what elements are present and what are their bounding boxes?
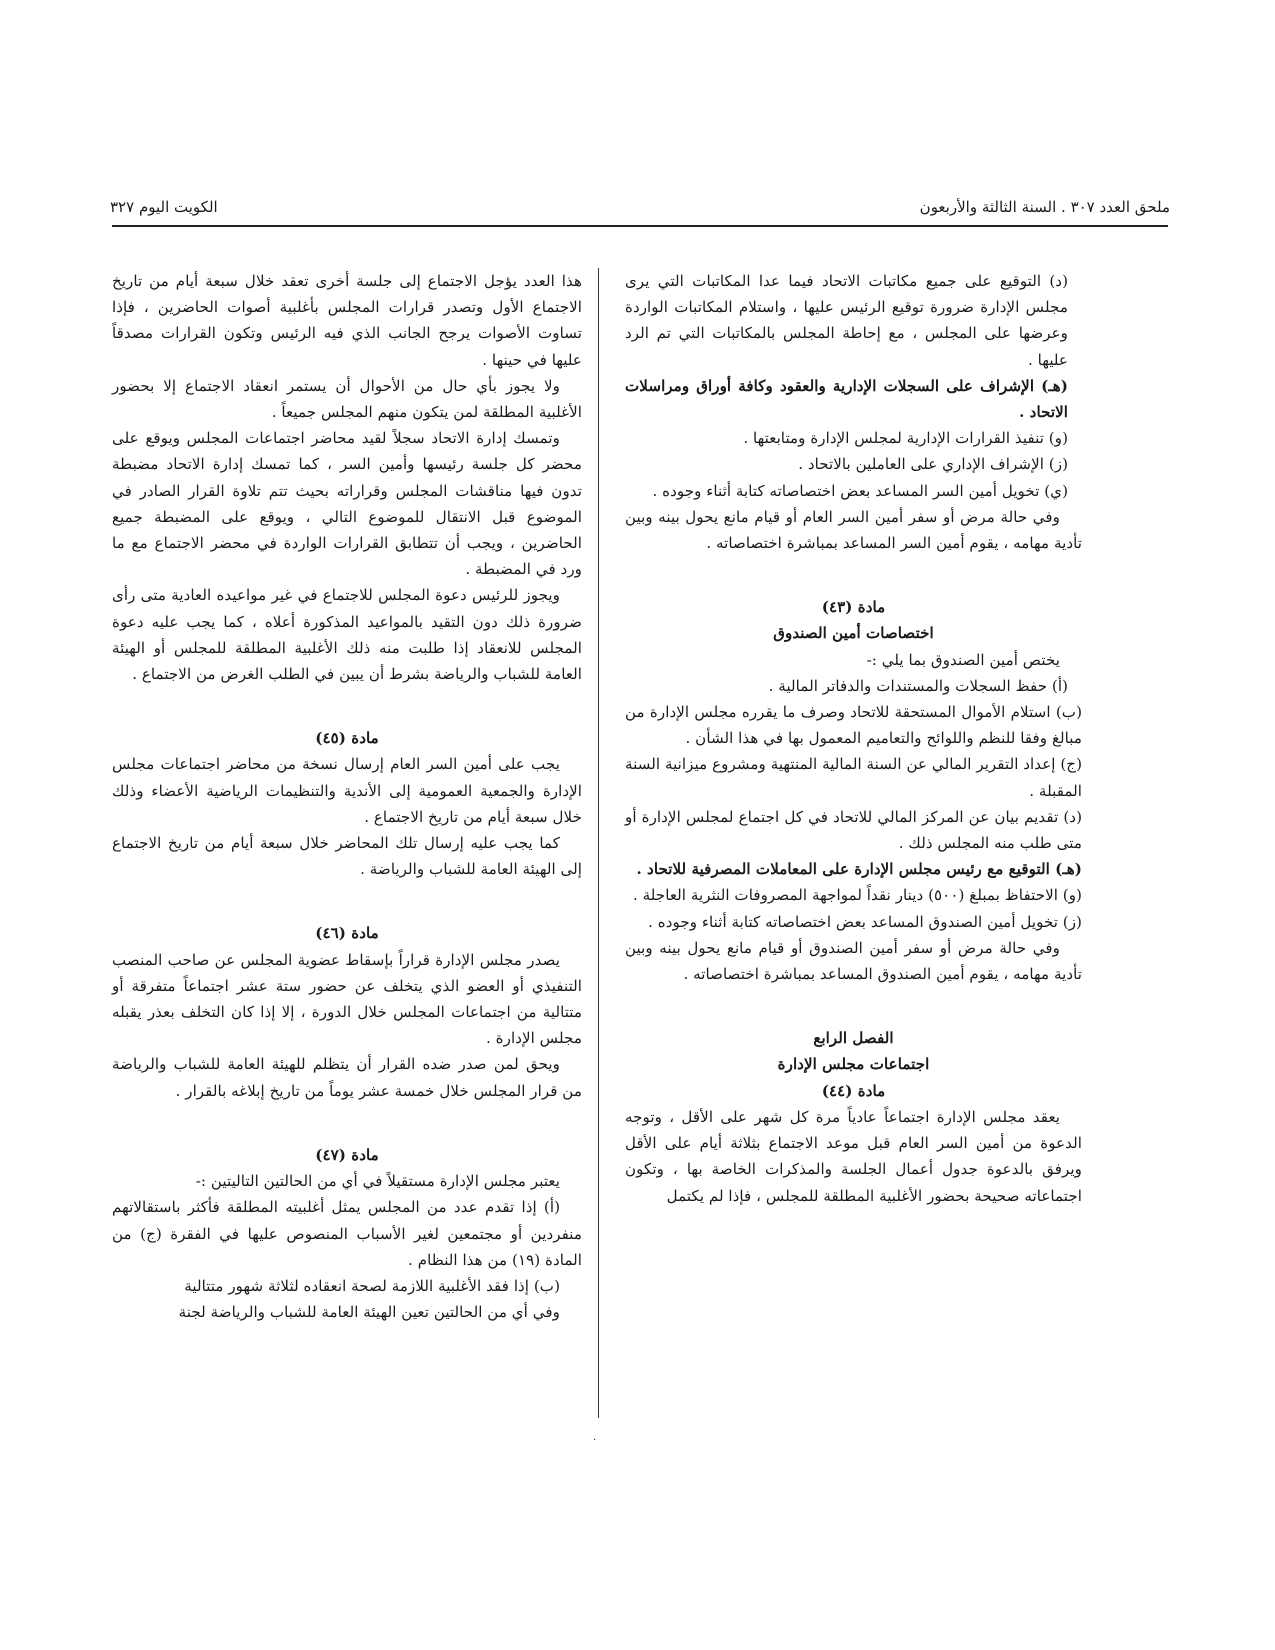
paragraph: يعتبر مجلس الإدارة مستقيلاً في أي من الحالتين التاليتين :-: [195, 1172, 560, 1191]
paragraph: وتمسك إدارة الاتحاد سجلاً لقيد محاضر اجتماعات المجلس ويوقع على محضر كل جلسة رئيسها وأمين السر ، كما تمسك إدارة الاتحاد مضبطة تدون فيها مناقشات المجلس وقراراته بحيث تتم تلاوة القرار الصادر في الموضوع قبل الانتقال للموضوع التالي ، ويوقع على المضبطة جميع الحاضرين ، ويجب أن تتطابق القرارات الواردة في محضر الاجتماع مع ما ورد في المضبطة .: [112, 429, 582, 579]
paragraph: يعقد مجلس الإدارة اجتماعاً عادياً مرة كل شهر على الأقل ، وتوجه الدعوة من أمين السر العام قبل موعد الاجتماع بثلاثة أيام على الأقل ويرفق بالدعوة جدول أعمال الجلسة والمذكرات الخاصة بها ، وتكون اجتماعاته صحيحة بحضور الأغلبية المطلقة للمجلس ، فإذا لم يكتمل: [625, 1107, 1082, 1205]
right-column: [625, 268, 1082, 1209]
paragraph: يجب على أمين السر العام إرسال نسخة من محاضر اجتماعات مجلس الإدارة والجمعية العمومية إلى الأندية والتنظيمات الرياضية الأعضاء وذلك خلال سبعة أيام من تاريخ الاجتماع .: [112, 755, 582, 826]
chapter-title: الفصل الرابع: [813, 1029, 894, 1048]
left-column: [112, 268, 582, 1325]
article-45-title: مادة (٤٥): [315, 729, 379, 748]
paragraph: (هـ) الإشراف على السجلات الإدارية والعقود وكافة أوراق ومراسلات الاتحاد .: [625, 376, 1068, 422]
list-item: (د) تقديم بيان عن المركز المالي للاتحاد في كل اجتماع لمجلس الإدارة أو متى طلب منه المجلس ذلك .: [625, 807, 1082, 853]
article-46-title: مادة (٤٦): [315, 924, 379, 943]
list-item: (و) الاحتفاظ بمبلغ (٥٠٠) دينار نقداً لمواجهة المصروفات النثرية العاجلة .: [632, 886, 1082, 905]
paragraph: (و) تنفيذ القرارات الإدارية لمجلس الإدارة ومتابعتها .: [743, 429, 1068, 448]
list-item: (ج) إعداد التقرير المالي عن السنة المالية المنتهية ومشروع ميزانية السنة المقبلة .: [625, 755, 1082, 800]
column-divider: [598, 268, 599, 1418]
paragraph: يختص أمين الصندوق بما يلي :-: [866, 650, 1060, 669]
page-mark: ·: [593, 1435, 597, 1446]
paragraph: ويحق لمن صدر ضده القرار أن يتظلم للهيئة العامة للشباب والرياضة من قرار المجلس خلال خمسة عشر يوماً من تاريخ إبلاغه بالقرار .: [112, 1055, 582, 1100]
article-43-subtitle: اختصاصات أمين الصندوق: [773, 624, 934, 643]
paragraph: (د) التوقيع على جميع مكاتبات الاتحاد فيما عدا المكاتبات التي يرى مجلس الإدارة ضرورة توقيع الرئيس عليها ، واستلام المكاتبات الواردة وعرضها على المجلس ، مع إحاطة المجلس بالمكاتبات التي تم الرد عليها .: [625, 272, 1068, 369]
paragraph: وفي أي من الحالتين تعين الهيئة العامة للشباب والرياضة لجنة: [178, 1303, 560, 1322]
list-item: (ب) استلام الأموال المستحقة للاتحاد وصرف ما يقرره مجلس الإدارة من مبالغ وفقا للنظم واللوائح والتعاميم المعمول بها في هذا الشأن .: [625, 703, 1082, 748]
paragraph: كما يجب عليه إرسال تلك المحاضر خلال سبعة أيام من تاريخ الاجتماع إلى الهيئة العامة للشباب والرياضة .: [112, 834, 582, 879]
page-header: [110, 198, 1170, 220]
paragraph: وفي حالة مرض أو سفر أمين الصندوق أو قيام مانع يحول بينه وبين تأدية مهامه ، يقوم أمين الصندوق المساعد بمباشرة اختصاصاته .: [625, 938, 1082, 984]
list-item: (هـ) التوقيع مع رئيس مجلس الإدارة على المعاملات المصرفية للاتحاد .: [636, 860, 1082, 879]
article-43-title: مادة (٤٣): [821, 598, 886, 617]
list-item: (ب) إذا فقد الأغلبية اللازمة لصحة انعقاده لثلاثة شهور متتالية: [184, 1276, 560, 1295]
paragraph: هذا العدد يؤجل الاجتماع إلى جلسة أخرى تعقد خلال سبعة أيام من تاريخ الاجتماع الأول وتصدر قرارات المجلس بأغلبية أصوات الحاضرين ، فإذا تساوت الأصوات يرجح الجانب الذي فيه الرئيس وتكون القرارات مصدقاً عليها في حينها .: [112, 272, 582, 369]
article-47-title: مادة (٤٧): [315, 1145, 379, 1164]
header-gazette-page: الكويت اليوم ٣٢٧: [110, 198, 218, 216]
list-item: (أ) حفظ السجلات والمستندات والدفاتر المالية .: [768, 676, 1068, 695]
paragraph: (ي) تخويل أمين السر المساعد بعض اختصاصاته كتابة أثناء وجوده .: [652, 481, 1068, 500]
paragraph: (ز) الإشراف الإداري على العاملين بالاتحاد .: [798, 455, 1068, 474]
paragraph: يصدر مجلس الإدارة قراراً بإسقاط عضوية المجلس عن صاحب المنصب التنفيذي أو العضو الذي يتخلف عن حضور ستة عشر اجتماعاً متفرقة أو متتالية من اجتماعات المجلس خلال الدورة ، إلا إذا كان التخلف بعذر يقبله مجلس الإدارة .: [112, 950, 582, 1048]
list-item: (أ) إذا تقدم عدد من المجلس يمثل أغلبيته المطلقة فأكثر باستقالاتهم منفردين أو مجتمعين لغير الأسباب المنصوص عليها في الفقرة (ج) من المادة (١٩) من هذا النظام .: [112, 1198, 582, 1269]
list-item: (ز) تخويل أمين الصندوق المساعد بعض اختصاصاته كتابة أثناء وجوده .: [648, 912, 1082, 931]
paragraph: ولا يجوز بأي حال من الأحوال أن يستمر انعقاد الاجتماع إلا بحضور الأغلبية المطلقة لمن يتكون منهم المجلس جميعاً .: [112, 376, 582, 422]
paragraph: ويجوز للرئيس دعوة المجلس للاجتماع في غير مواعيده العادية متى رأى ضرورة ذلك دون التقيد بالمواعيد المذكورة أعلاه ، كما يجب عليه دعوة المجلس للانعقاد إذا طلبت منه ذلك الأغلبية المطلقة للمجلس أو الهيئة العامة للشباب والرياضة بشرط أن يبين في الطلب الغرض من الاجتماع .: [112, 586, 582, 684]
header-rule: [112, 225, 1168, 227]
header-issue-info: ملحق العدد ٣٠٧ . السنة الثالثة والأربعون: [919, 198, 1170, 216]
article-44-title: مادة (٤٤): [821, 1081, 886, 1100]
chapter-subtitle: اجتماعات مجلس الإدارة: [777, 1055, 930, 1074]
paragraph: وفي حالة مرض أو سفر أمين السر العام أو قيام مانع يحول بينه وبين تأدية مهامه ، يقوم أمين السر المساعد بمباشرة اختصاصاته .: [625, 507, 1082, 553]
